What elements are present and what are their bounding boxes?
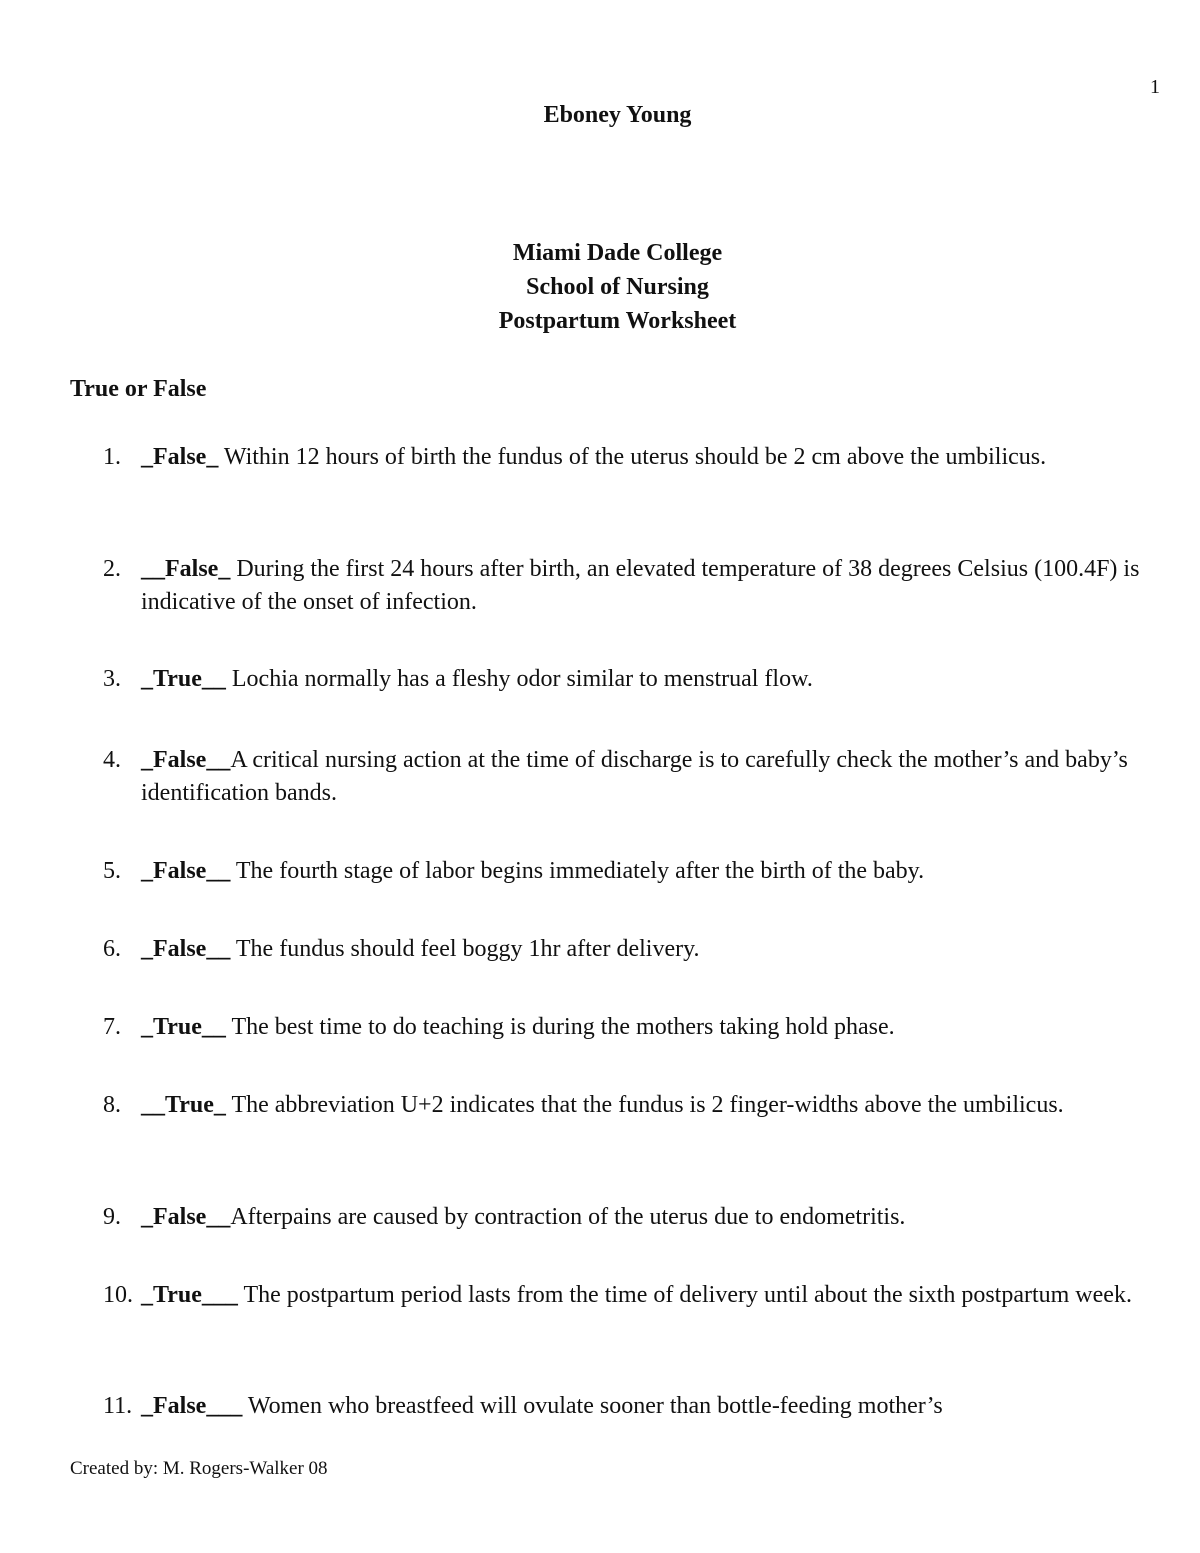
question-number: 10. bbox=[103, 1282, 133, 1308]
question-answer: _True___ bbox=[141, 1282, 238, 1308]
question-text: The fourth stage of labor begins immediately after the birth of the baby. bbox=[230, 858, 925, 884]
school-name: School of Nursing bbox=[526, 274, 709, 300]
footer-credit: Created by: M. Rogers-Walker 08 bbox=[70, 1458, 328, 1479]
question-text: The abbreviation U+2 indicates that the fundus is 2 finger-widths above the umbilicus. bbox=[225, 1092, 1064, 1118]
question-item bbox=[103, 744, 1168, 810]
question-number: 6. bbox=[103, 936, 121, 962]
question-text: Within 12 hours of birth the fundus of the uterus should be 2 cm above the umbilicus. bbox=[218, 444, 1047, 470]
question-answer: _False_ bbox=[141, 444, 219, 470]
question-text: During the first 24 hours after birth, an elevated temperature of 38 degrees Celsius (100.4F) is indicative of the onset of infection. bbox=[141, 556, 1140, 615]
question-number: 3. bbox=[103, 666, 121, 692]
page-number: 1 bbox=[1150, 76, 1160, 98]
question-answer: __False_ bbox=[141, 556, 231, 582]
question-item bbox=[103, 1011, 1168, 1044]
question-item bbox=[103, 1279, 1168, 1312]
question-text: The fundus should feel boggy 1hr after delivery. bbox=[230, 936, 700, 962]
institution-name: Miami Dade College bbox=[512, 240, 723, 266]
question-item bbox=[103, 1390, 1168, 1423]
question-item bbox=[103, 855, 1168, 888]
question-text: The best time to do teaching is during the mothers taking hold phase. bbox=[225, 1014, 895, 1040]
question-text: A critical nursing action at the time of discharge is to carefully check the mother’s and baby’s identification bands. bbox=[141, 747, 1128, 806]
question-item bbox=[103, 441, 1168, 474]
question-number: 4. bbox=[103, 747, 121, 773]
question-answer: _False__ bbox=[141, 936, 231, 962]
section-title: True or False bbox=[70, 376, 207, 402]
question-answer: _True__ bbox=[141, 1014, 226, 1040]
question-number: 5. bbox=[103, 858, 121, 884]
question-item bbox=[103, 1201, 1168, 1234]
question-answer: _False__ bbox=[141, 1204, 231, 1230]
question-number: 7. bbox=[103, 1014, 121, 1040]
question-item bbox=[103, 1089, 1168, 1122]
question-answer: _False__ bbox=[141, 747, 231, 773]
question-answer: _False___ bbox=[141, 1393, 243, 1419]
question-number: 2. bbox=[103, 556, 121, 582]
question-item bbox=[103, 933, 1168, 966]
author-name: Eboney Young bbox=[543, 102, 692, 128]
question-text: Lochia normally has a fleshy odor similar to menstrual flow. bbox=[225, 666, 813, 692]
question-answer: _False__ bbox=[141, 858, 231, 884]
question-number: 8. bbox=[103, 1092, 121, 1118]
question-number: 11. bbox=[103, 1393, 133, 1419]
worksheet-title: Postpartum Worksheet bbox=[498, 308, 737, 334]
question-item bbox=[103, 553, 1168, 619]
question-number: 1. bbox=[103, 444, 121, 470]
question-text: Afterpains are caused by contraction of the uterus due to endometritis. bbox=[230, 1204, 906, 1230]
question-number: 9. bbox=[103, 1204, 121, 1230]
question-answer: __True_ bbox=[141, 1092, 226, 1118]
question-item bbox=[103, 663, 1168, 696]
question-text: Women who breastfeed will ovulate sooner than bottle-feeding mother’s bbox=[242, 1393, 943, 1419]
question-text: The postpartum period lasts from the time of delivery until about the sixth postpartum week. bbox=[237, 1282, 1132, 1308]
question-answer: _True__ bbox=[141, 666, 226, 692]
